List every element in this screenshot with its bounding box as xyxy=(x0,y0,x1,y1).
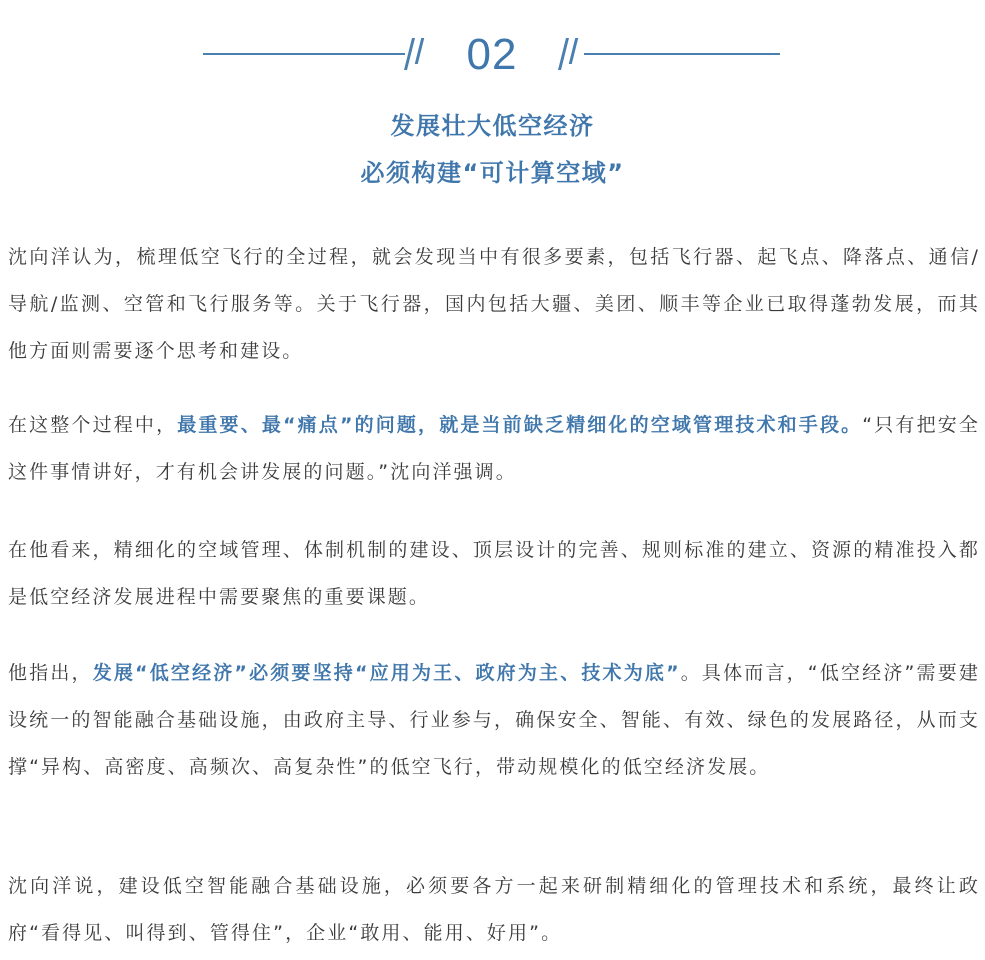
header-rule-right xyxy=(584,53,780,55)
section-header xyxy=(0,28,985,84)
double-slash-left-icon xyxy=(402,30,432,80)
paragraph-2-lead: 在这整个过程中， xyxy=(8,414,178,436)
paragraph-1: 沈向洋认为，梳理低空飞行的全过程，就会发现当中有很多要素，包括飞行器、起飞点、降落点、通信/导航/监测、空管和飞行服务等。关于飞行器，国内包括大疆、美团、顺丰等企业已取得蓬勃发展，而其他方面则需要逐个思考和建设。 xyxy=(8,246,980,362)
section-number: 02 xyxy=(466,30,518,79)
paragraph-3: 在他看来，精细化的空域管理、体制机制的建设、顶层设计的完善、规则标准的建立、资源的精准投入都是低空经济发展进程中需要聚焦的重要课题。 xyxy=(8,539,980,608)
paragraph-4-lead: 他指出， xyxy=(8,662,93,684)
paragraph-4-highlight: 发展“低空经济”必须要坚持“应用为王、政府为主、技术为底” xyxy=(92,662,681,684)
paragraph-2-quote: “只有把安全这件事情讲好，才有机会讲发展的问题。”沈向洋强调。 xyxy=(8,414,980,483)
paragraph-4 xyxy=(8,650,980,791)
paragraph-4-rest: 。具体而言，“低空经济”需要建设统一的智能融合基础设施，由政府主导、行业参与，确保安全、智能、有效、绿色的发展路径，从而支撑“异构、高密度、高频次、高复杂性”的低空飞行，带动规模化的低空经济发展。 xyxy=(8,662,980,778)
section-title-line-2: 必须构建“可计算空域” xyxy=(360,159,625,187)
double-slash-right-icon xyxy=(556,30,586,80)
paragraph-5: 沈向洋说，建设低空智能融合基础设施，必须要各方一起来研制精细化的管理技术和系统，最终让政府“看得见、叫得到、管得住”，企业“敢用、能用、好用”。 xyxy=(8,875,980,944)
paragraph-2 xyxy=(8,402,980,496)
header-rule-left xyxy=(203,53,405,55)
paragraph-2-highlight: 最重要、最“痛点”的问题，就是当前缺乏精细化的空域管理技术和手段。 xyxy=(177,414,863,436)
section-title-line-1: 发展壮大低空经济 xyxy=(390,112,595,140)
